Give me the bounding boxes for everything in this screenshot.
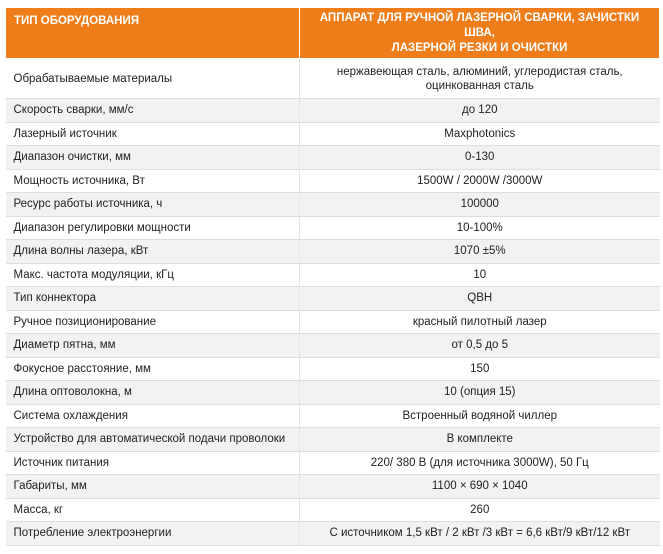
row-label: Устройство для автоматической подачи проволоки bbox=[6, 428, 300, 452]
row-label: Диапазон регулировки мощности bbox=[6, 216, 300, 240]
row-value: 1500W / 2000W /3000W bbox=[300, 169, 660, 193]
row-label: Ресурс работы источника, ч bbox=[6, 193, 300, 217]
row-value-line-1: нержавеющая сталь, алюминий, углеродистая сталь, bbox=[336, 65, 623, 78]
row-label: Тип коннектора bbox=[6, 287, 300, 311]
table-row bbox=[6, 146, 660, 170]
row-value: В комплекте bbox=[300, 428, 660, 452]
table-row bbox=[6, 522, 660, 546]
row-value: 1070 ±5% bbox=[300, 240, 660, 264]
table-row bbox=[6, 381, 660, 405]
row-label: Источник питания bbox=[6, 451, 300, 475]
table-row bbox=[6, 475, 660, 499]
row-value: 100000 bbox=[300, 193, 660, 217]
table-row bbox=[6, 428, 660, 452]
row-label: Скорость сварки, мм/с bbox=[6, 99, 300, 123]
table-row bbox=[6, 404, 660, 428]
table-row bbox=[6, 216, 660, 240]
table-row bbox=[6, 310, 660, 334]
header-name-line-2: ЛАЗЕРНОЙ РЕЗКИ И ОЧИСТКИ bbox=[391, 41, 568, 54]
row-label: Длина оптоволокна, м bbox=[6, 381, 300, 405]
row-label: Габариты, мм bbox=[6, 475, 300, 499]
row-label: Длина волны лазера, кВт bbox=[6, 240, 300, 264]
row-value bbox=[300, 59, 660, 99]
row-value: Maxphotonics bbox=[300, 122, 660, 146]
row-value: от 0,5 до 5 bbox=[300, 334, 660, 358]
table-row bbox=[6, 287, 660, 311]
row-label: Обрабатываемые материалы bbox=[6, 59, 300, 99]
table-row bbox=[6, 59, 660, 99]
row-value: 0-130 bbox=[300, 146, 660, 170]
table-row bbox=[6, 122, 660, 146]
row-value: красный пилотный лазер bbox=[300, 310, 660, 334]
spec-table bbox=[5, 7, 660, 546]
row-value: 220/ 380 В (для источника 3000W), 50 Гц bbox=[300, 451, 660, 475]
row-value: 260 bbox=[300, 498, 660, 522]
table-row bbox=[6, 498, 660, 522]
row-label: Ручное позиционирование bbox=[6, 310, 300, 334]
row-label: Макс. частота модуляции, кГц bbox=[6, 263, 300, 287]
row-value: Встроенный водяной чиллер bbox=[300, 404, 660, 428]
row-label: Лазерный источник bbox=[6, 122, 300, 146]
row-value: 150 bbox=[300, 357, 660, 381]
row-label: Масса, кг bbox=[6, 498, 300, 522]
row-value: 10 bbox=[300, 263, 660, 287]
row-value: QBH bbox=[300, 287, 660, 311]
row-value: 1100 × 690 × 1040 bbox=[300, 475, 660, 499]
row-label: Потребление электроэнергии bbox=[6, 522, 300, 546]
row-label: Мощность источника, Вт bbox=[6, 169, 300, 193]
table-row bbox=[6, 240, 660, 264]
table-row bbox=[6, 99, 660, 123]
row-value-line-2: оцинкованная сталь bbox=[425, 79, 534, 92]
row-value: 10-100% bbox=[300, 216, 660, 240]
row-value: С источником 1,5 кВт / 2 кВт /3 кВт = 6,6 кВт/9 кВт/12 кВт bbox=[300, 522, 660, 546]
header-equipment-name bbox=[300, 8, 660, 59]
table-row bbox=[6, 451, 660, 475]
row-label: Фокусное расстояние, мм bbox=[6, 357, 300, 381]
row-value: 10 (опция 15) bbox=[300, 381, 660, 405]
table-row bbox=[6, 169, 660, 193]
table-header-row bbox=[6, 8, 660, 59]
row-label: Система охлаждения bbox=[6, 404, 300, 428]
row-label: Диапазон очистки, мм bbox=[6, 146, 300, 170]
table-row bbox=[6, 263, 660, 287]
header-equipment-type: ТИП ОБОРУДОВАНИЯ bbox=[6, 8, 300, 59]
row-value: до 120 bbox=[300, 99, 660, 123]
table-row bbox=[6, 193, 660, 217]
row-label: Диаметр пятна, мм bbox=[6, 334, 300, 358]
table-row bbox=[6, 357, 660, 381]
header-name-line-1: АППАРАТ ДЛЯ РУЧНОЙ ЛАЗЕРНОЙ СВАРКИ, ЗАЧИСТКИ ШВА, bbox=[319, 11, 640, 39]
table-row bbox=[6, 334, 660, 358]
